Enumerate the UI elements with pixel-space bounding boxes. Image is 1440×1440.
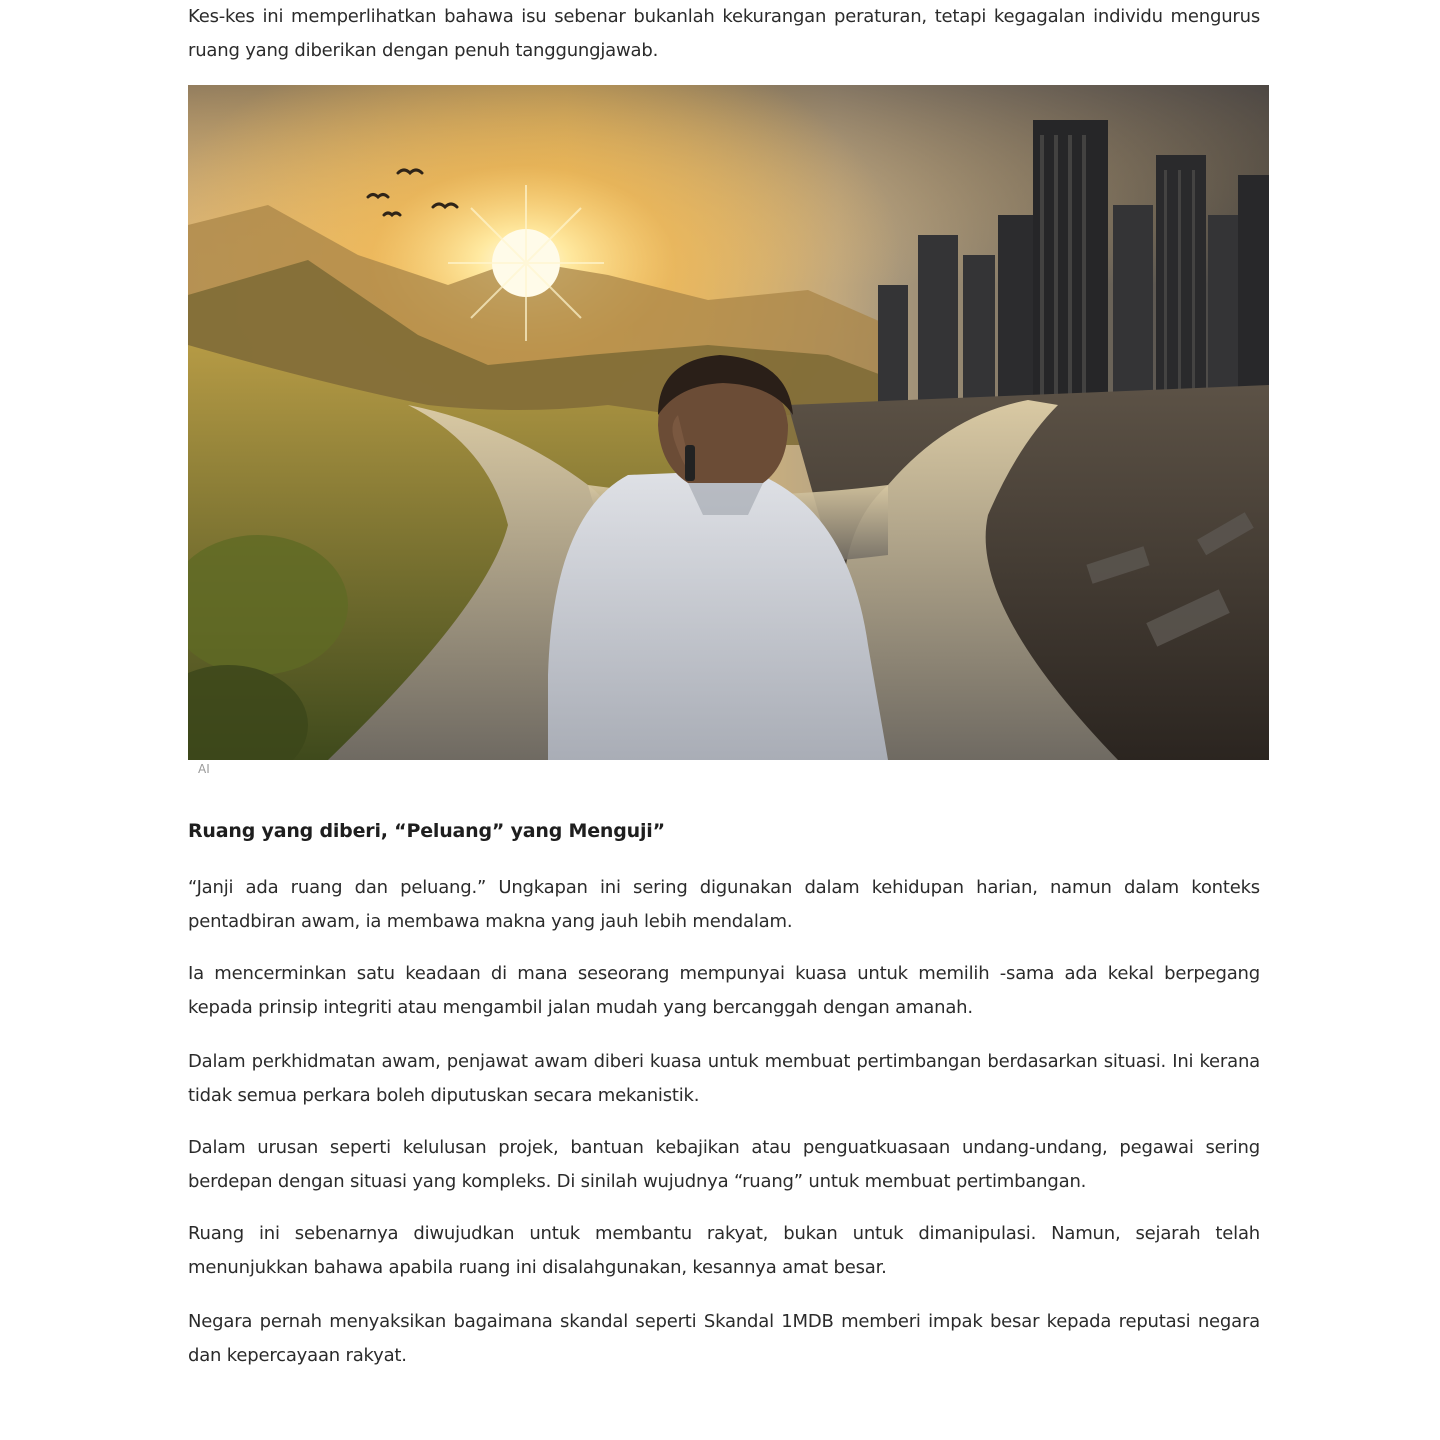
paragraph-3: Dalam perkhidmatan awam, penjawat awam diberi kuasa untuk membuat pertimbangan berdasarkan situasi. Ini kerana tidak semua perkara boleh diputuskan secara mekanistik.: [188, 1051, 1260, 1106]
paragraph-2: Ia mencerminkan satu keadaan di mana seseorang mempunyai kuasa untuk memilih -sama ada kekal berpegang kepada prinsip integriti atau mengambil jalan mudah yang bercanggah dengan amanah.: [188, 963, 1260, 1018]
section-heading: Ruang yang diberi, “Peluang” yang Menguji”: [188, 820, 665, 842]
paragraph-1: “Janji ada ruang dan peluang.” Ungkapan ini sering digunakan dalam kehidupan harian, namun dalam konteks pentadbiran awam, ia membawa makna yang jauh lebih mendalam.: [188, 877, 1260, 932]
article-image: [188, 85, 1269, 760]
paragraph-5: Ruang ini sebenarnya diwujudkan untuk membantu rakyat, bukan untuk dimanipulasi. Namun, sejarah telah menunjukkan bahawa apabila ruang ini disalahgunakan, kesannya amat besar.: [188, 1223, 1260, 1278]
paragraph-4: Dalam urusan seperti kelulusan projek, bantuan kebajikan atau penguatkuasaan undang-undang, pegawai sering berdepan dengan situasi yang kompleks. Di sinilah wujudnya “ruang” untuk membuat pertimbangan.: [188, 1137, 1260, 1192]
paragraph-6: Negara pernah menyaksikan bagaimana skandal seperti Skandal 1MDB memberi impak besar kepada reputasi negara dan kepercayaan rakyat.: [188, 1311, 1260, 1366]
crossroads-illustration: [188, 85, 1269, 760]
sun-icon: [448, 185, 604, 341]
intro-paragraph: Kes-kes ini memperlihatkan bahawa isu sebenar bukanlah kekurangan peraturan, tetapi kegagalan individu mengurus ruang yang diberikan dengan penuh tanggungjawab.: [188, 6, 1260, 61]
image-caption: AI: [198, 762, 210, 776]
